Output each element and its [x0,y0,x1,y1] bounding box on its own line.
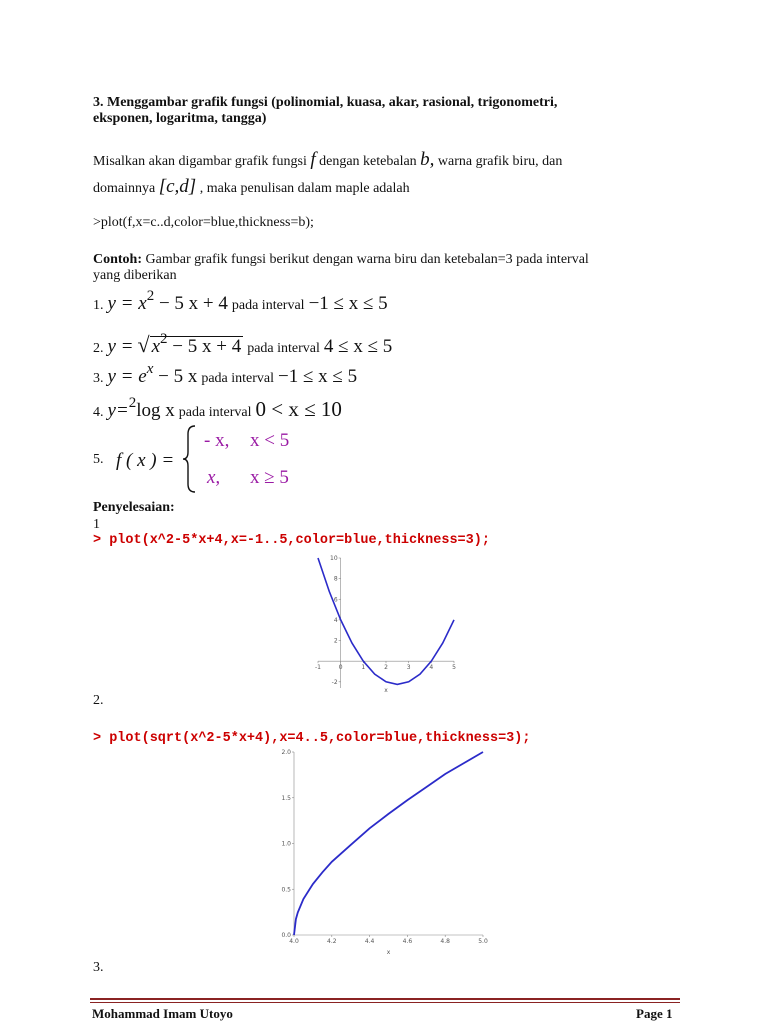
x-tick-label: 4.2 [327,938,337,945]
intro-text-a: Misalkan akan digambar grafik fungsi [93,154,307,169]
y-tick-label: 8 [333,575,338,583]
item-number: 5. [93,452,104,467]
item-3-rhs: − 5 x [153,366,198,387]
x-axis-label: x [384,687,388,692]
item-number: 4. [93,405,104,420]
item-3-lhs: y = e [107,366,147,387]
item-number: 3. [93,371,104,386]
item-2-rad: x [151,336,161,357]
x-tick-label: 3 [406,664,411,672]
item-1-rhs: − 5 x + 4 [154,293,228,314]
x-tick-label: 5.0 [478,938,488,945]
y-tick-label: 1.0 [281,840,291,848]
item-4-pada: pada interval [178,405,252,420]
y-tick-label: 4 [333,616,338,624]
intro-line1 [93,149,563,170]
example-text2: yang diberikan [93,268,177,283]
item-1-pada: pada interval [231,298,305,313]
intro-text-c: warna grafik biru, dan [437,154,563,169]
section-heading-line1: 3. Menggambar grafik fungsi (polinomial, kuasa, akar, rasional, trigonometri, [93,95,558,110]
case-1-cond: x < 5 [250,430,290,451]
x-tick-label: 4.8 [440,938,450,945]
intro-line2 [93,176,410,197]
left-brace-icon [182,424,198,494]
x-tick-label: 4.6 [402,938,413,945]
y-tick-label: -2 [331,678,338,686]
x-tick-label: 0 [338,664,343,672]
section-heading [93,95,557,127]
item-4-lhs: y= [107,400,129,421]
item-2-lhs: y = [107,336,134,357]
solution-label: Penyelesaian: [93,500,175,515]
item-2-interval: 4 ≤ x ≤ 5 [323,336,393,357]
sqrt-icon: √ [137,332,150,357]
solution-number-1: 1 [93,517,100,532]
domain-expr: [c,d] [158,176,197,197]
example-text1: Gambar grafik fungsi berikut dengan warna biru dan ketebalan=3 pada interval [142,252,589,267]
intro-text-b: dengan ketebalan [319,154,417,169]
item-1-interval: −1 ≤ x ≤ 5 [308,293,388,314]
case-1-expr: - x, [204,430,230,451]
item-5-lhs: f ( x ) = [116,450,175,471]
example-label: Contoh: [93,252,143,267]
item-number: 1. [93,298,104,313]
footer-author: Mohammad Imam Utoyo [92,1006,233,1021]
item-3 [93,361,358,388]
item-2-exp: 2 [160,331,168,347]
item-4 [93,397,342,422]
item-3-exp: x [146,361,154,377]
x-tick-label: -1 [315,664,321,672]
y-tick-label: 2 [333,637,338,645]
solution-number-2: 2. [93,693,104,708]
maple-command-2: > plot(sqrt(x^2-5*x+4),x=4..5,color=blue,thickness=3); [93,731,531,746]
series-line [294,752,483,935]
y-tick-label: 10 [330,555,338,562]
item-number: 2. [93,341,104,356]
solution-number-3: 3. [93,960,104,975]
case-2-cond: x ≥ 5 [250,467,289,488]
x-axis-label: x [386,949,391,956]
y-tick-label: 1.5 [281,794,291,802]
item-4-exp: 2 [128,395,137,411]
item-4-interval: 0 < x ≤ 10 [255,397,342,421]
var-b: b, [420,149,435,170]
case-2-expr: x, [207,467,221,488]
y-tick-label: 6 [333,596,338,604]
x-tick-label: 1 [361,664,366,672]
example-paragraph [93,252,693,284]
var-f: f [310,149,316,170]
x-tick-label: 2 [384,664,388,672]
x-tick-label: 4.0 [289,938,299,945]
plot-syntax: >plot(f,x=c..d,color=blue,thickness=b); [93,215,314,230]
x-tick-label: 4 [429,664,434,672]
footer-rule-thin [90,1002,680,1003]
item-1 [93,288,388,315]
item-2-rad-rest: − 5 x + 4 [167,336,242,357]
intro-text-e: , maka penulisan dalam maple adalah [199,181,410,196]
x-tick-label: 5 [452,664,456,672]
footer-rule [90,998,680,1000]
item-2 [93,332,392,358]
chart-sqrt [276,748,496,958]
intro-text-d: domainnya [93,181,156,196]
x-tick-label: 4.4 [364,938,375,945]
item-3-pada: pada interval [201,371,275,386]
item-3-interval: −1 ≤ x ≤ 5 [278,366,358,387]
section-heading-line2: eksponen, logaritma, tangga) [93,111,267,126]
y-tick-label: 0.0 [281,932,291,939]
radicand [150,331,244,358]
y-tick-label: 2.0 [281,749,291,756]
item-2-pada: pada interval [247,341,320,356]
item-4-rhs: log x [136,400,175,421]
item-1-lhs: y = x [107,293,147,314]
chart-parabola [310,550,460,692]
footer-page: Page 1 [636,1006,673,1021]
maple-command-1: > plot(x^2-5*x+4,x=-1..5,color=blue,thickness=3); [93,533,490,548]
item-1-exp: 2 [146,288,155,304]
y-tick-label: 0.5 [281,886,291,894]
